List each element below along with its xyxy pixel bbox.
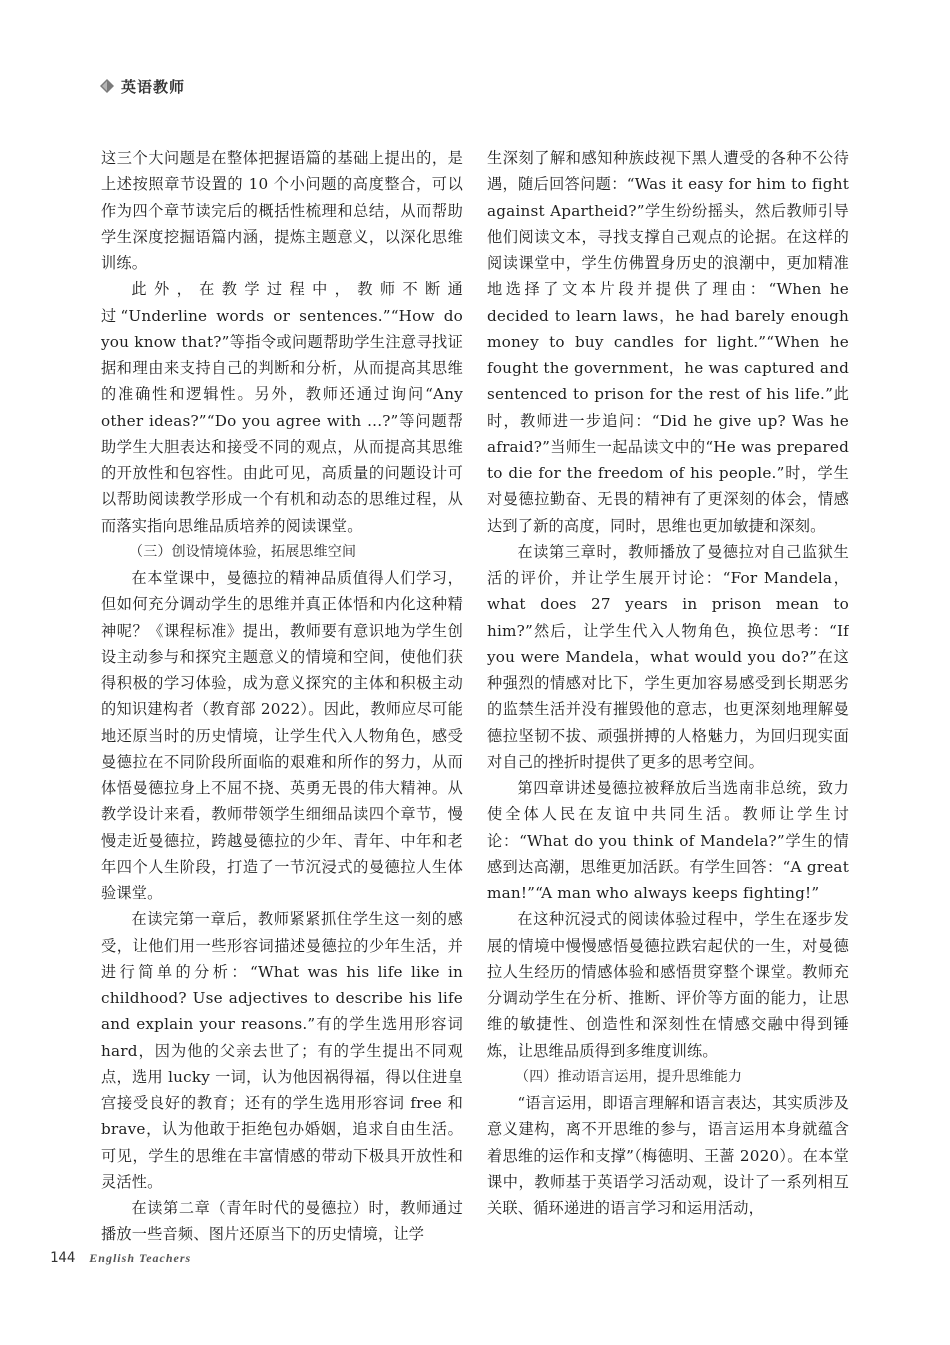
section-heading: （三）创设情境体验，拓展思维空间 [129,543,357,560]
page-footer [50,1250,191,1266]
section-heading: （四）推动语言运用，提升思维能力 [515,1068,743,1085]
paragraph: 在读第二章（青年时代的曼德拉）时，教师通过播放一些音频、图片还原当下的历史情境，让学 [101,1199,463,1244]
paragraph: 这三个大问题是在整体把握语篇的基础上提出的，是上述按照章节设置的 10 个小问题的高度整合，可以作为四个章节读完后的概括性梳理和总结，从而帮助学生深度挖掘语篇内涵，提炼主题意义，以深化思维训练。 [101,149,463,272]
diamond-icon [100,79,114,93]
paragraph: 此外，在教学过程中，教师不断通过“Underline words or sentences.”“How do you know that?”等指令或问题帮助学生注意寻找证据和理由来支持自己的判断和分析，从而提高其思维的准确性和逻辑性。另外，教师还通过询问“Any other ideas?”“Do you agree with ...?”等问题帮助学生大胆表达和接受不同的观点，从而提高其思维的开放性和包容性。由此可见，高质量的问题设计可以帮助阅读教学形成一个有机和动态的思维过程，从而落实指向思维品质培养的阅读课堂。 [101,280,463,535]
right-column [487,145,849,1260]
journal-title: 英语教师 [121,77,186,96]
paragraph: 在读完第一章后，教师紧紧抓住学生这一刻的感受，让他们用一些形容词描述曼德拉的少年生活，并进行简单的分析：“What was his life like in childhood? Use adjectives to describe his life and explain your reasons.”有的学生选用形容词 hard，因为他的父亲去世了；有的学生提出不同观点，选用 lucky 一词，认为他因祸得福，得以住进皇宫接受良好的教育；还有的学生选用形容词 free 和 brave，认为他敢于拒绝包办婚姻，追求自由生活。可见，学生的思维在丰富情感的带动下极具开放性和灵活性。 [101,910,463,1191]
running-header [100,74,185,98]
paragraph: 在读第三章时，教师播放了曼德拉对自己监狱生活的评价，并让学生展开讨论：“For Mandela，what does 27 years in prison mean to him?”然后，让学生代入人物角色，换位思考：“If you were Mandela，what would you do?”在这种强烈的情感对比下，学生更加容易感受到长期恶劣的监禁生活并没有摧毁他的意志，也更深刻地理解曼德拉坚韧不拔、顽强拼搏的人格魅力，为回归现实面对自己的挫折时提供了更多的思考空间。 [487,542,849,771]
left-column [101,145,463,1260]
paragraph: 第四章讲述曼德拉被释放后当选南非总统，致力使全体人民在友谊中共同生活。教师让学生讨论：“What do you think of Mandela?”学生的情感到达高潮，思维更加活跃。有学生回答：“A great man!”“A man who always keeps fighting!” [487,779,849,902]
page-number: 144 [50,1250,76,1266]
journal-name-english: English Teachers [89,1251,192,1265]
paragraph: 在本堂课中，曼德拉的精神品质值得人们学习，但如何充分调动学生的思维并真正体悟和内化这种精神呢？《课程标准》提出，教师要有意识地为学生创设主动参与和探究主题意义的情境和空间，使他们获得积极的学习体验，成为意义探究的主体和积极主动的知识建构者（教育部 2022）。因此，教师应尽可能地还原当时的历史情境，让学生代入人物角色，感受曼德拉在不同阶段所面临的艰难和所作的努力，从而体悟曼德拉身上不屈不挠、英勇无畏的伟大精神。从教学设计来看，教师带领学生细细品读四个章节，慢慢走近曼德拉，跨越曼德拉的少年、青年、中年和老年四个人生阶段，打造了一节沉浸式的曼德拉人生体验课堂。 [101,569,463,902]
paragraph: 生深刻了解和感知种族歧视下黑人遭受的各种不公待遇，随后回答问题：“Was it easy for him to fight against Apartheid?”学生纷纷摇头，然后教师引导他们阅读文本，寻找支撑自己观点的论据。在这样的阅读课堂中，学生仿佛置身历史的浪潮中，更加精准地选择了文本片段并提供了理由：“When he decided to learn laws，he had barely enough money to buy candles for light.”“When he fought the government，he was captured and sentenced to prison for the rest of his life.”此时，教师进一步追问：“Did he give up? Was he afraid?”当师生一起品读文中的“He was prepared to die for the freedom of his people.”时，学生对曼德拉勤奋、无畏的精神有了更深刻的体会，情感达到了新的高度，同时，思维也更加敏捷和深刻。 [487,149,849,535]
paragraph: 在这种沉浸式的阅读体验过程中，学生在逐步发展的情境中慢慢感悟曼德拉跌宕起伏的一生，对曼德拉人生经历的情感体验和感悟贯穿整个课堂。教师充分调动学生在分析、推断、评价等方面的能力，让思维的敏捷性、创造性和深刻性在情感交融中得到锤炼，让思维品质得到多维度训练。 [487,910,849,1060]
paragraph: “语言运用，即语言理解和语言表达，其实质涉及意义建构，离不开思维的参与，语言运用本身就蕴含着思维的运作和支撑”（梅德明、王蔷 2020）。在本堂课中，教师基于英语学习活动观，设计了一系列相互关联、循环递进的语言学习和运用活动， [487,1094,849,1217]
